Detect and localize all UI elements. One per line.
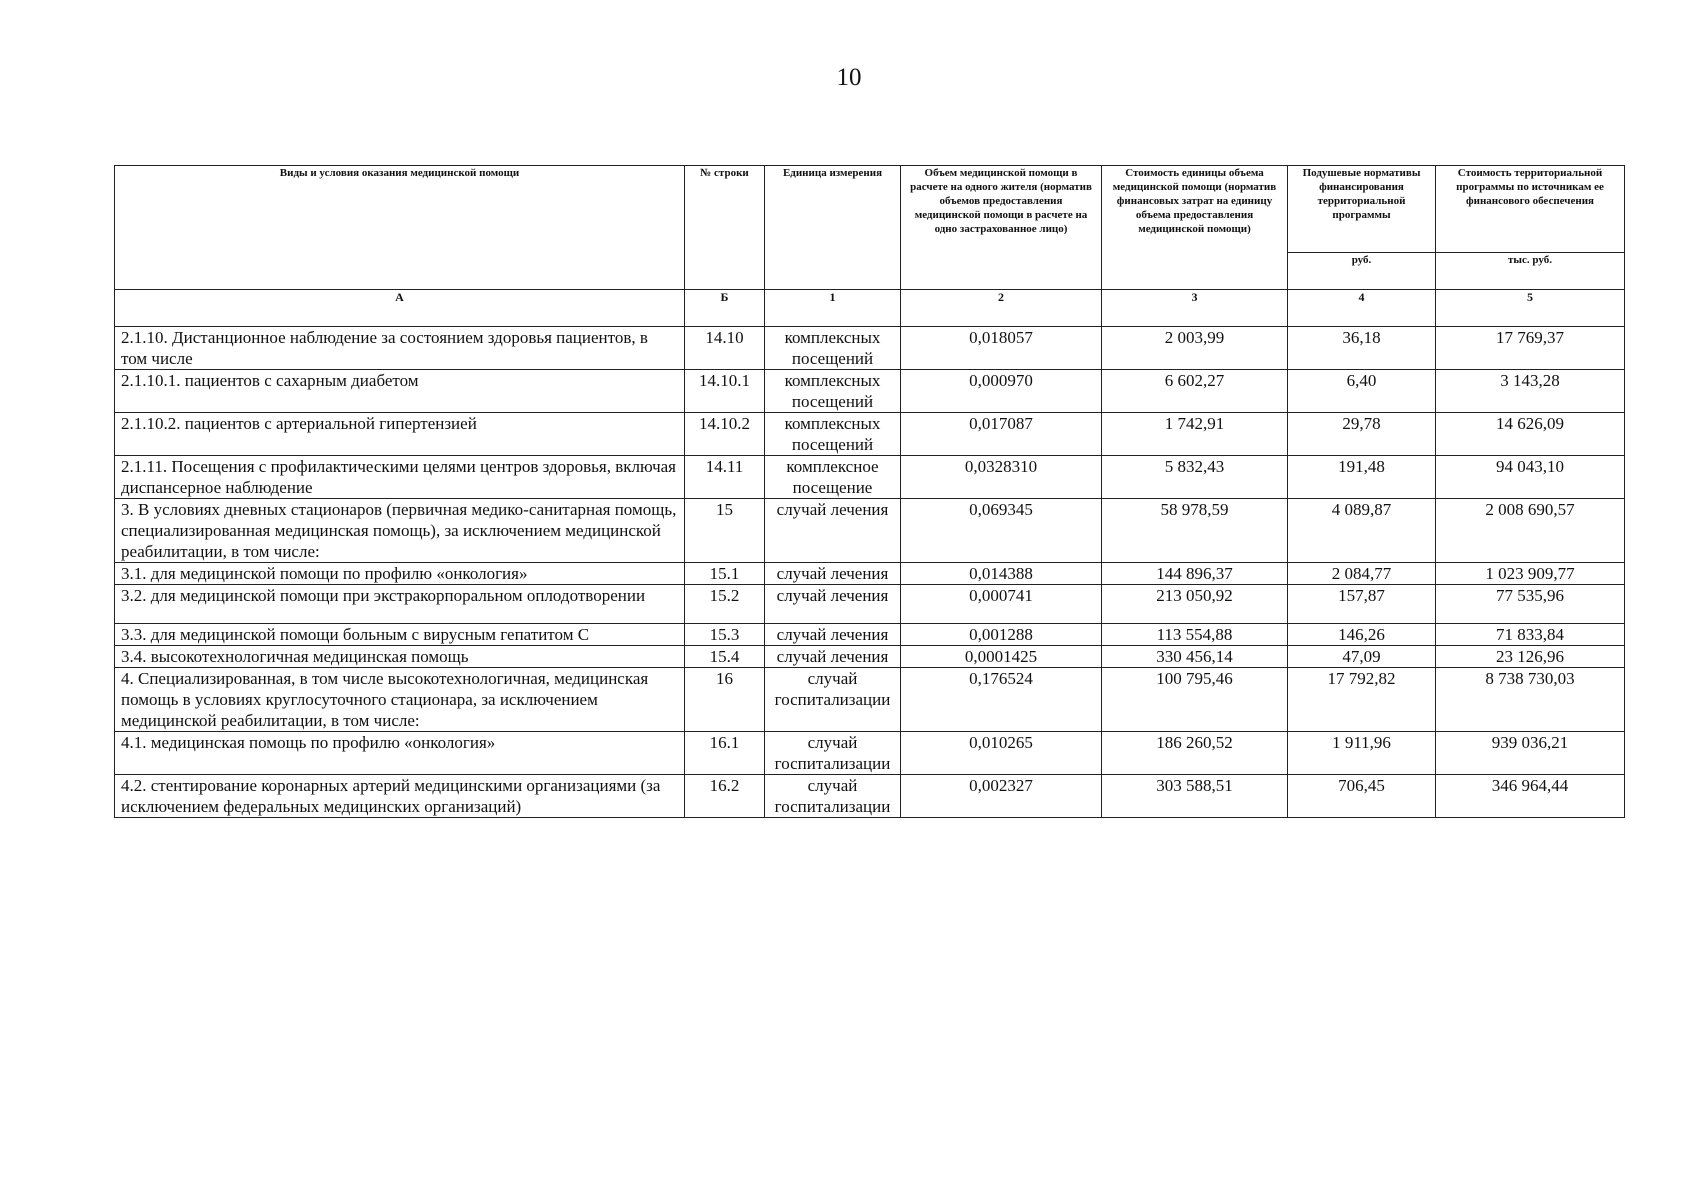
row-number: 16.2: [685, 775, 765, 818]
row-cost: 113 554,88: [1102, 624, 1288, 646]
row-cost: 5 832,43: [1102, 456, 1288, 499]
row-total: 3 143,28: [1436, 370, 1625, 413]
row-volume: 0,001288: [901, 624, 1102, 646]
row-unit: комплексных посещений: [765, 327, 901, 370]
row-description: 4.2. стентирование коронарных артерий медицинскими организациями (за исключением федеральных медицинских организаций): [115, 775, 685, 818]
row-total: 1 023 909,77: [1436, 563, 1625, 585]
header-type: Виды и условия оказания медицинской помощи: [115, 166, 685, 290]
row-number: 16.1: [685, 732, 765, 775]
row-description: 2.1.10. Дистанционное наблюдение за состоянием здоровья пациентов, в том числе: [115, 327, 685, 370]
row-cost: 6 602,27: [1102, 370, 1288, 413]
table-row: [115, 624, 1625, 646]
row-per-capita: 17 792,82: [1288, 668, 1436, 732]
row-description: 3.4. высокотехнологичная медицинская помощь: [115, 646, 685, 668]
row-volume: 0,176524: [901, 668, 1102, 732]
row-unit: случай лечения: [765, 499, 901, 563]
column-index: 1: [765, 290, 901, 327]
row-per-capita: 191,48: [1288, 456, 1436, 499]
page-number: 10: [836, 64, 862, 91]
row-description: 2.1.10.1. пациентов с сахарным диабетом: [115, 370, 685, 413]
row-total: 939 036,21: [1436, 732, 1625, 775]
table-row: [115, 499, 1625, 563]
row-number: 14.10.2: [685, 413, 765, 456]
row-unit: случай лечения: [765, 563, 901, 585]
row-number: 15.2: [685, 585, 765, 624]
row-description: 3.3. для медицинской помощи больным с вирусным гепатитом С: [115, 624, 685, 646]
header-volume: Объем медицинской помощи в расчете на одного жителя (норматив объемов предоставления медицинской помощи в расчете на одно застрахованное лицо): [901, 166, 1102, 290]
row-volume: 0,069345: [901, 499, 1102, 563]
row-number: 15: [685, 499, 765, 563]
row-cost: 330 456,14: [1102, 646, 1288, 668]
row-description: 3.2. для медицинской помощи при экстракорпоральном оплодотворении: [115, 585, 685, 624]
row-cost: 1 742,91: [1102, 413, 1288, 456]
row-total: 14 626,09: [1436, 413, 1625, 456]
row-number: 14.10: [685, 327, 765, 370]
row-per-capita: 6,40: [1288, 370, 1436, 413]
row-per-capita: 2 084,77: [1288, 563, 1436, 585]
row-unit: комплексное посещение: [765, 456, 901, 499]
row-volume: 0,010265: [901, 732, 1102, 775]
row-per-capita: 706,45: [1288, 775, 1436, 818]
row-description: 2.1.10.2. пациентов с артериальной гипертензией: [115, 413, 685, 456]
row-volume: 0,018057: [901, 327, 1102, 370]
row-volume: 0,000970: [901, 370, 1102, 413]
column-index: 2: [901, 290, 1102, 327]
row-total: 94 043,10: [1436, 456, 1625, 499]
row-number: 16: [685, 668, 765, 732]
row-unit: случай госпитализации: [765, 775, 901, 818]
row-total: 2 008 690,57: [1436, 499, 1625, 563]
row-volume: 0,0001425: [901, 646, 1102, 668]
row-cost: 58 978,59: [1102, 499, 1288, 563]
row-description: 4.1. медицинская помощь по профилю «онкология»: [115, 732, 685, 775]
header-per-capita: Подушевые нормативы финансирования территориальной программы: [1288, 166, 1436, 253]
row-total: 71 833,84: [1436, 624, 1625, 646]
header-per-capita-unit: руб.: [1288, 253, 1436, 290]
table-row: [115, 775, 1625, 818]
row-unit: комплексных посещений: [765, 413, 901, 456]
row-unit: случай госпитализации: [765, 668, 901, 732]
row-description: 3. В условиях дневных стационаров (первичная медико-санитарная помощь, специализированная медицинская помощь), за исключением медицинской реабилитации, в том числе:: [115, 499, 685, 563]
row-cost: 144 896,37: [1102, 563, 1288, 585]
column-index: 4: [1288, 290, 1436, 327]
row-unit: случай лечения: [765, 585, 901, 624]
table-row: [115, 327, 1625, 370]
table-row: [115, 732, 1625, 775]
row-per-capita: 4 089,87: [1288, 499, 1436, 563]
table-row: [115, 563, 1625, 585]
financing-table: [114, 165, 1625, 818]
row-cost: 303 588,51: [1102, 775, 1288, 818]
header-total-unit: тыс. руб.: [1436, 253, 1625, 290]
header-total: Стоимость территориальной программы по источникам ее финансового обеспечения: [1436, 166, 1625, 253]
table-row: [115, 668, 1625, 732]
column-index: А: [115, 290, 685, 327]
table-row: [115, 456, 1625, 499]
row-unit: случай лечения: [765, 624, 901, 646]
row-description: 4. Специализированная, в том числе высокотехнологичная, медицинская помощь в условиях круглосуточного стационара, за исключением медицинской реабилитации, в том числе:: [115, 668, 685, 732]
row-volume: 0,014388: [901, 563, 1102, 585]
row-total: 8 738 730,03: [1436, 668, 1625, 732]
column-index: 5: [1436, 290, 1625, 327]
table-row: [115, 585, 1625, 624]
column-index: Б: [685, 290, 765, 327]
row-per-capita: 146,26: [1288, 624, 1436, 646]
row-cost: 213 050,92: [1102, 585, 1288, 624]
row-cost: 100 795,46: [1102, 668, 1288, 732]
row-unit: случай лечения: [765, 646, 901, 668]
row-total: 17 769,37: [1436, 327, 1625, 370]
row-cost: 186 260,52: [1102, 732, 1288, 775]
row-unit: комплексных посещений: [765, 370, 901, 413]
row-description: 3.1. для медицинской помощи по профилю «онкология»: [115, 563, 685, 585]
row-description: 2.1.11. Посещения с профилактическими целями центров здоровья, включая диспансерное наблюдение: [115, 456, 685, 499]
row-per-capita: 157,87: [1288, 585, 1436, 624]
row-total: 346 964,44: [1436, 775, 1625, 818]
header-unit: Единица измерения: [765, 166, 901, 290]
row-number: 14.10.1: [685, 370, 765, 413]
header-row-no: № строки: [685, 166, 765, 290]
row-volume: 0,0328310: [901, 456, 1102, 499]
row-number: 14.11: [685, 456, 765, 499]
row-per-capita: 29,78: [1288, 413, 1436, 456]
row-total: 23 126,96: [1436, 646, 1625, 668]
header-cost: Стоимость единицы объема медицинской помощи (норматив финансовых затрат на единицу объема предоставления медицинской помощи): [1102, 166, 1288, 290]
row-unit: случай госпитализации: [765, 732, 901, 775]
row-per-capita: 47,09: [1288, 646, 1436, 668]
table-row: [115, 646, 1625, 668]
row-volume: 0,017087: [901, 413, 1102, 456]
table-row: [115, 413, 1625, 456]
row-volume: 0,002327: [901, 775, 1102, 818]
row-number: 15.1: [685, 563, 765, 585]
row-number: 15.4: [685, 646, 765, 668]
row-per-capita: 36,18: [1288, 327, 1436, 370]
column-index: 3: [1102, 290, 1288, 327]
row-volume: 0,000741: [901, 585, 1102, 624]
row-cost: 2 003,99: [1102, 327, 1288, 370]
row-per-capita: 1 911,96: [1288, 732, 1436, 775]
row-number: 15.3: [685, 624, 765, 646]
row-total: 77 535,96: [1436, 585, 1625, 624]
table-row: [115, 370, 1625, 413]
